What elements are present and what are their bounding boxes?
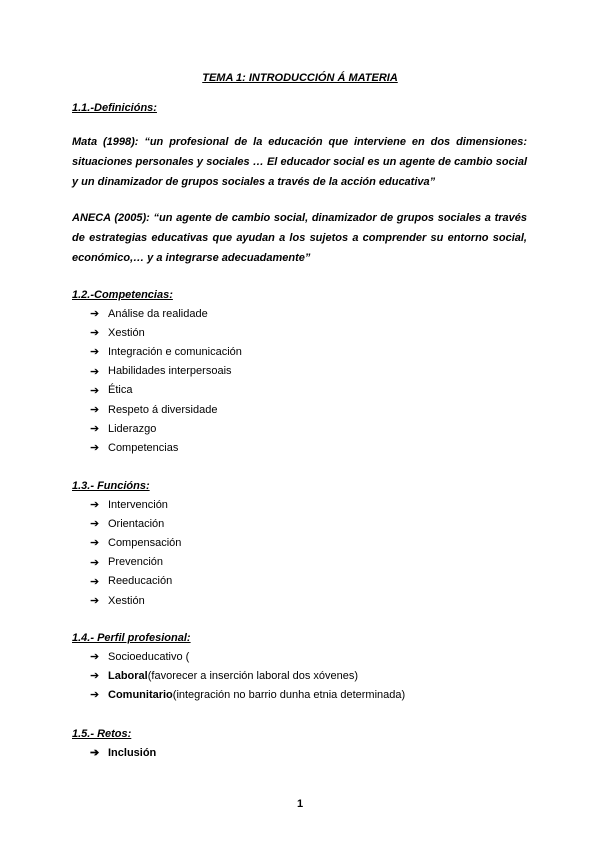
list-item — [90, 572, 181, 591]
right-arrow-icon: ➔ — [90, 575, 100, 588]
list-item-text: Orientación — [108, 517, 165, 530]
competencias-list — [90, 304, 242, 458]
definition-paragraph-aneca: ANECA (2005): “un agente de cambio social, dinamizador de grupos sociales a través de estrategias educativas que ayudan a los sujetos a comprender su entorno social, económico,… y a integrarse adecuadamente” — [72, 212, 527, 264]
list-item — [90, 495, 181, 514]
list-item — [90, 438, 242, 457]
list-item-text: Xestión — [108, 326, 145, 339]
right-arrow-icon: ➔ — [90, 537, 100, 550]
section-heading-funcions: 1.3.- Funcións: — [72, 480, 150, 492]
list-item-text: Xestión — [108, 594, 145, 607]
right-arrow-icon: ➔ — [90, 595, 100, 608]
list-item — [90, 419, 242, 438]
list-item — [90, 666, 405, 685]
section-heading-competencias: 1.2.-Competencias: — [72, 289, 173, 301]
list-item-bold: Laboral — [108, 669, 148, 682]
right-arrow-icon: ➔ — [90, 346, 100, 359]
list-item-text: Liderazgo — [108, 422, 157, 435]
list-item-bold: Inclusión — [108, 746, 157, 759]
list-item-text: Prevención — [108, 556, 164, 569]
right-arrow-icon: ➔ — [90, 365, 100, 378]
right-arrow-icon: ➔ — [90, 404, 100, 417]
list-item-text: (integración no barrio dunha etnia determinada) — [172, 688, 406, 701]
list-item-text: (favorecer a inserción laboral dos xóvenes) — [147, 669, 359, 682]
list-item-text: Intervención — [108, 498, 168, 511]
list-item-bold: Comunitario — [108, 688, 173, 701]
list-item-text: Análise da realidade — [108, 307, 208, 320]
list-item — [90, 553, 181, 572]
right-arrow-icon: ➔ — [90, 499, 100, 512]
right-arrow-icon: ➔ — [90, 518, 100, 531]
list-item-text: Socioeducativo ( — [108, 650, 190, 663]
list-item-text: Integración e comunicación — [108, 345, 242, 358]
list-item — [90, 647, 405, 666]
document-title: TEMA 1: INTRODUCCIÓN Á MATERIA — [202, 72, 398, 84]
list-item — [90, 743, 156, 762]
list-item — [90, 533, 181, 552]
list-item — [90, 514, 181, 533]
right-arrow-icon: ➔ — [90, 689, 100, 702]
section-heading-perfil: 1.4.- Perfil profesional: — [72, 632, 191, 644]
funcions-list — [90, 495, 181, 610]
right-arrow-icon: ➔ — [90, 651, 100, 664]
right-arrow-icon: ➔ — [90, 423, 100, 436]
list-item — [90, 304, 242, 323]
right-arrow-icon: ➔ — [90, 556, 100, 569]
list-item-text: Ética — [108, 384, 133, 397]
section-heading-definicions: 1.1.-Definicións: — [72, 102, 157, 114]
retos-list — [90, 743, 156, 762]
list-item — [90, 342, 242, 361]
perfil-list — [90, 647, 405, 705]
list-item-text: Habilidades interpersoais — [108, 365, 232, 378]
right-arrow-icon: ➔ — [90, 670, 100, 683]
list-item — [90, 381, 242, 400]
list-item — [90, 400, 242, 419]
list-item-text: Reeducación — [108, 575, 173, 588]
list-item — [90, 323, 242, 342]
right-arrow-icon: ➔ — [90, 442, 100, 455]
list-item — [90, 591, 181, 610]
right-arrow-icon: ➔ — [90, 384, 100, 397]
list-item — [90, 685, 405, 704]
section-heading-retos: 1.5.- Retos: — [72, 728, 132, 740]
right-arrow-icon: ➔ — [90, 327, 100, 340]
list-item — [90, 362, 242, 381]
page-number: 1 — [296, 798, 304, 810]
list-item-text: Compensación — [108, 536, 182, 549]
list-item-text: Respeto á diversidade — [108, 403, 218, 416]
right-arrow-icon: ➔ — [90, 747, 100, 760]
definition-paragraph-mata: Mata (1998): “un profesional de la educación que interviene en dos dimensiones: situaciones personales y sociales … El educador social es un agente de cambio social y un dinamizador de grupos sociales a través de la acción educativa” — [72, 136, 527, 188]
list-item-text: Competencias — [108, 441, 179, 454]
right-arrow-icon: ➔ — [90, 308, 100, 321]
